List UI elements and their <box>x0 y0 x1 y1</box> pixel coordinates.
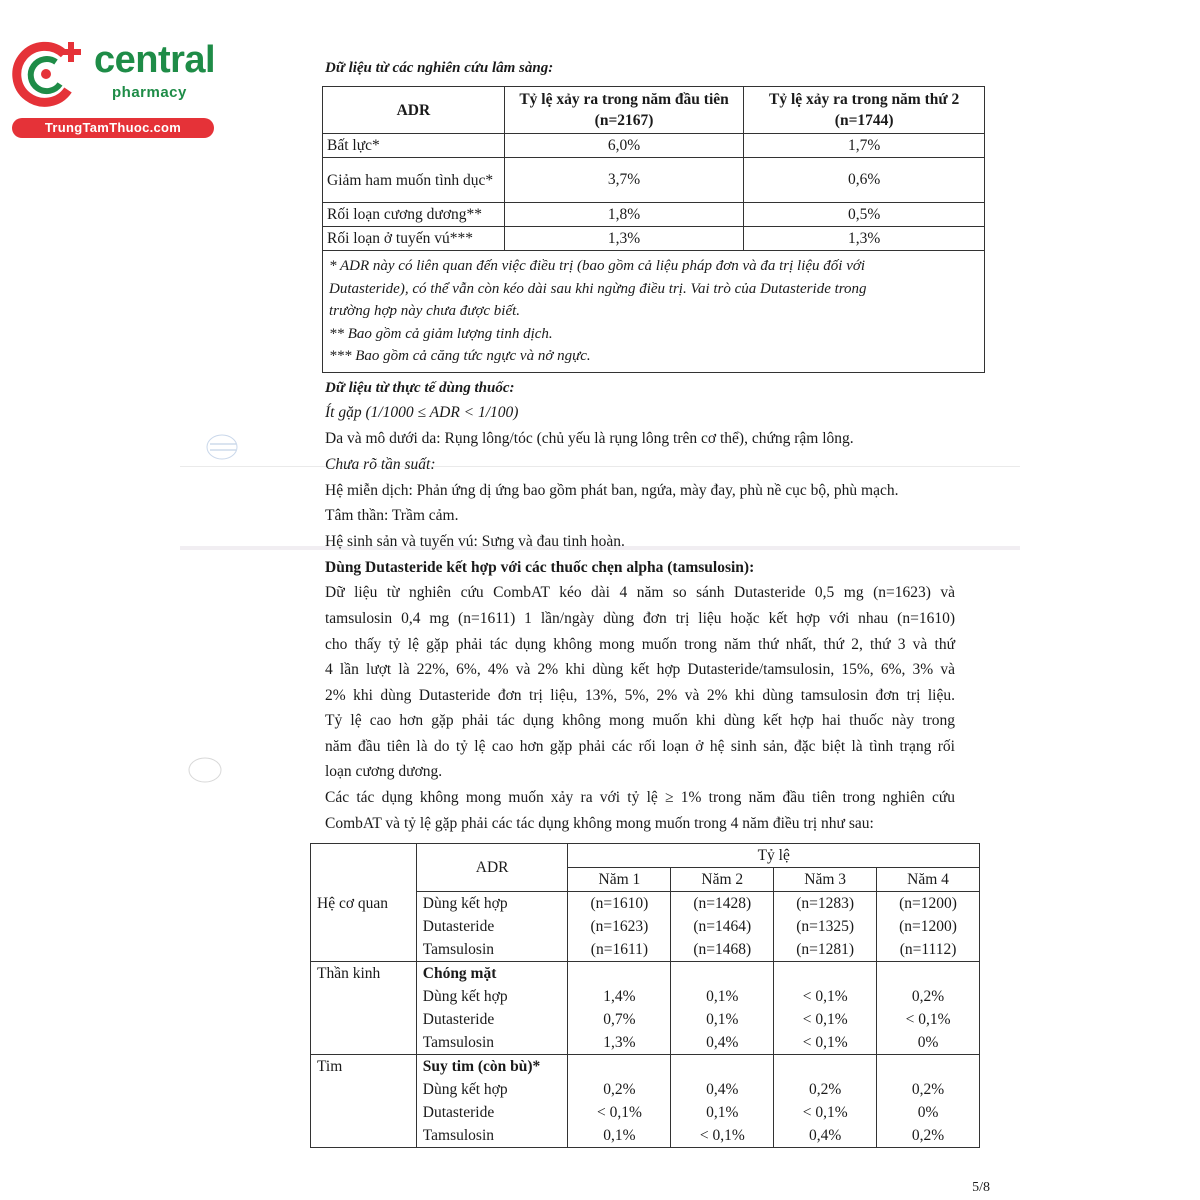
n-value: (n=1200) <box>877 915 980 938</box>
n-value: (n=1610) <box>568 892 671 916</box>
header-adr: ADR <box>416 844 568 892</box>
pharmacy-logo <box>8 38 216 138</box>
header-year: Năm 4 <box>877 868 980 892</box>
header-year2-n: (n=1744) <box>834 112 894 129</box>
psych-effects: Tâm thần: Trầm cảm. <box>325 507 459 524</box>
combo-text-line: 2% khi dùng Dutasteride đơn trị liệu, 13%, 5%, 2% và 2% khi dùng tamsulosin đơn trị liệu. <box>325 687 955 704</box>
page-number: 5/8 <box>972 1180 990 1195</box>
clinical-title: Dữ liệu từ các nghiên cứu lâm sàng: <box>325 60 554 76</box>
skin-effects: Da và mô dưới da: Rụng lông/tóc (chủ yếu là rụng lông trên cơ thể), chứng rậm lông. <box>325 430 854 447</box>
n-value: (n=1283) <box>774 892 877 916</box>
year2-value: 1,3% <box>744 227 985 251</box>
logo-subtitle: pharmacy <box>112 84 187 101</box>
table-row <box>311 938 980 962</box>
table-row <box>311 1124 980 1148</box>
adr-name: Giảm ham muốn tình dục* <box>323 158 505 203</box>
repro-effects: Hệ sinh sản và tuyến vú: Sưng và đau tinh hoàn. <box>325 533 625 550</box>
header-year1 <box>504 87 744 134</box>
rate-value: 0,1% <box>671 1101 774 1124</box>
table-header-row <box>311 844 980 868</box>
group-name: Dutasteride <box>416 915 568 938</box>
rate-value: < 0,1% <box>774 1101 877 1124</box>
section-header-row <box>311 962 980 986</box>
group-name: Dutasteride <box>416 1008 568 1031</box>
section-header-row <box>311 1055 980 1079</box>
rate-value: 0,1% <box>568 1124 671 1148</box>
rate-value: 1,4% <box>568 985 671 1008</box>
n-value: (n=1325) <box>774 915 877 938</box>
postmarket-title: Dữ liệu từ thực tế dùng thuốc: <box>325 380 515 396</box>
group-name: Dùng kết hợp <box>416 892 568 916</box>
table-notes <box>323 251 985 373</box>
immune-effects: Hệ miễn dịch: Phản ứng dị ứng bao gồm phát ban, ngứa, mày đay, phù nề cục bộ, phù mạch. <box>325 482 899 499</box>
table-row <box>311 915 980 938</box>
combo-text-line: năm đầu tiên là do tỷ lệ cao hơn gặp phải các rối loạn ở hệ sinh sản, đặc biệt là tình trạng rối <box>325 738 955 755</box>
year1-value: 1,8% <box>504 203 744 227</box>
rate-value: 0,1% <box>671 1008 774 1031</box>
n-value: (n=1611) <box>568 938 671 962</box>
table-row <box>311 892 980 916</box>
table-row <box>311 1101 980 1124</box>
combo-title: Dùng Dutasteride kết hợp với các thuốc chẹn alpha (tamsulosin): <box>325 559 755 576</box>
rate-value: 0,7% <box>568 1008 671 1031</box>
system-label: Hệ cơ quan <box>311 892 417 916</box>
adr-name: Bất lực* <box>323 134 505 158</box>
group-name: Tamsulosin <box>416 938 568 962</box>
punch-hole-icon <box>186 755 224 785</box>
table-row <box>323 203 985 227</box>
rate-value: < 0,1% <box>877 1008 980 1031</box>
header-rate: Tỷ lệ <box>568 844 980 868</box>
rate-value: 0% <box>877 1031 980 1055</box>
rate-value: 1,3% <box>568 1031 671 1055</box>
system-name: Thần kinh <box>311 962 417 986</box>
system-name: Tim <box>311 1055 417 1079</box>
header-year: Năm 3 <box>774 868 877 892</box>
note-line: * ADR này có liên quan đến việc điều trị (bao gồm cả liệu pháp đơn và đa trị liệu đối với <box>329 258 866 274</box>
n-value: (n=1464) <box>671 915 774 938</box>
empty-cell <box>311 1008 417 1031</box>
logo-wordmark: central <box>94 39 216 81</box>
header-year1-label: Tỷ lệ xảy ra trong năm đầu tiên <box>519 91 729 108</box>
logo-mark-icon <box>12 40 90 108</box>
empty-cell <box>877 1055 980 1079</box>
scan-mark-icon <box>204 432 240 462</box>
year1-value: 6,0% <box>504 134 744 158</box>
section-adr: Suy tim (còn bù)* <box>416 1055 568 1079</box>
combo-text-line: loạn cương dương. <box>325 763 443 780</box>
empty-cell <box>774 1055 877 1079</box>
n-value: (n=1112) <box>877 938 980 962</box>
empty-cell <box>568 1055 671 1079</box>
table-row <box>311 1031 980 1055</box>
header-adr: ADR <box>323 87 505 134</box>
n-value: (n=1281) <box>774 938 877 962</box>
n-value: (n=1428) <box>671 892 774 916</box>
n-value: (n=1623) <box>568 915 671 938</box>
rate-value: < 0,1% <box>568 1101 671 1124</box>
combat-adr-table <box>310 843 980 1148</box>
group-name: Dùng kết hợp <box>416 985 568 1008</box>
combo-text-line: Tỷ lệ cao hơn gặp phải tác dụng không mong muốn khi dùng kết hợp hai thuốc này trong <box>325 712 955 729</box>
note-line: Dutasteride), có thể vẫn còn kéo dài sau khi ngừng điều trị. Vai trò của Dutasteride trong <box>329 280 867 297</box>
empty-cell <box>311 1031 417 1055</box>
rate-value: 0,2% <box>877 985 980 1008</box>
table-row <box>323 134 985 158</box>
table-row <box>311 985 980 1008</box>
table-notes-row <box>323 251 985 373</box>
empty-cell <box>311 1078 417 1101</box>
empty-cell <box>311 1101 417 1124</box>
group-name: Tamsulosin <box>416 1124 568 1148</box>
header-year: Năm 1 <box>568 868 671 892</box>
header-year2-label: Tỷ lệ xảy ra trong năm thứ 2 <box>769 91 960 108</box>
empty-cell <box>311 985 417 1008</box>
table-row <box>323 158 985 203</box>
year2-value: 0,5% <box>744 203 985 227</box>
year2-value: 0,6% <box>744 158 985 203</box>
table-row <box>323 227 985 251</box>
combo-text-line: CombAT và tỷ lệ gặp phải các tác dụng không mong muốn trong 4 năm điều trị như sau: <box>325 815 874 832</box>
rate-value: 0,2% <box>877 1124 980 1148</box>
table-header-row <box>323 87 985 134</box>
combo-text-line: cho thấy tỷ lệ gặp phải tác dụng không mong muốn trong năm thứ nhất, thứ 2, thứ 3 và thứ <box>325 636 955 653</box>
rate-value: 0,4% <box>671 1078 774 1101</box>
logo-url-badge[interactable]: TrungTamThuoc.com <box>12 118 214 138</box>
note-line: ** Bao gồm cả giảm lượng tinh dịch. <box>329 325 553 342</box>
combo-text-line: 4 lần lượt là 22%, 6%, 4% và 2% khi dùng kết hợp Dutasteride/tamsulosin, 15%, 6%, 3% và <box>325 661 955 678</box>
group-name: Dùng kết hợp <box>416 1078 568 1101</box>
rate-value: 0% <box>877 1101 980 1124</box>
rate-value: 0,1% <box>671 985 774 1008</box>
empty-cell <box>311 1124 417 1148</box>
empty-cell <box>311 915 417 938</box>
rate-value: 0,2% <box>877 1078 980 1101</box>
clinical-adr-table <box>322 86 985 373</box>
table-row <box>311 1008 980 1031</box>
header-system-cell <box>311 844 417 892</box>
year2-value: 1,7% <box>744 134 985 158</box>
header-year1-n: (n=2167) <box>594 112 654 129</box>
table-row <box>311 1078 980 1101</box>
group-name: Dutasteride <box>416 1101 568 1124</box>
n-value: (n=1468) <box>671 938 774 962</box>
header-year: Năm 2 <box>671 868 774 892</box>
scan-line <box>180 466 1020 467</box>
year1-value: 3,7% <box>504 158 744 203</box>
group-name: Tamsulosin <box>416 1031 568 1055</box>
rate-value: 0,2% <box>774 1078 877 1101</box>
frequency-uncommon: Ít gặp (1/1000 ≤ ADR < 1/100) <box>325 404 519 421</box>
rate-value: 0,4% <box>671 1031 774 1055</box>
rate-value: 0,2% <box>568 1078 671 1101</box>
note-line: trường hợp này chưa được biết. <box>329 303 521 319</box>
adr-name: Rối loạn cương dương** <box>323 203 505 227</box>
note-line: *** Bao gồm cả căng tức ngực và nở ngực. <box>329 348 591 364</box>
combo-text-line: Dữ liệu từ nghiên cứu CombAT kéo dài 4 năm so sánh Dutasteride 0,5 mg (n=1623) và <box>325 584 955 601</box>
empty-cell <box>774 962 877 986</box>
n-value: (n=1200) <box>877 892 980 916</box>
rate-value: < 0,1% <box>774 1031 877 1055</box>
combo-text-line: tamsulosin 0,4 mg (n=1611) 1 lần/ngày dùng đơn trị liệu hoặc kết hợp với nhau (n=1610) <box>325 610 955 627</box>
empty-cell <box>671 962 774 986</box>
rate-value: < 0,1% <box>774 1008 877 1031</box>
rate-value: < 0,1% <box>671 1124 774 1148</box>
combo-text-line: Các tác dụng không mong muốn xảy ra với tỷ lệ ≥ 1% trong năm đầu tiên trong nghiên cứu <box>325 789 955 806</box>
frequency-unknown: Chưa rõ tần suất: <box>325 456 436 473</box>
year1-value: 1,3% <box>504 227 744 251</box>
header-year2 <box>744 87 985 134</box>
adr-name: Rối loạn ở tuyến vú*** <box>323 227 505 251</box>
rate-value: 0,4% <box>774 1124 877 1148</box>
empty-cell <box>671 1055 774 1079</box>
rate-value: < 0,1% <box>774 985 877 1008</box>
section-adr: Chóng mặt <box>416 962 568 986</box>
empty-cell <box>568 962 671 986</box>
empty-cell <box>877 962 980 986</box>
empty-cell <box>311 938 417 962</box>
